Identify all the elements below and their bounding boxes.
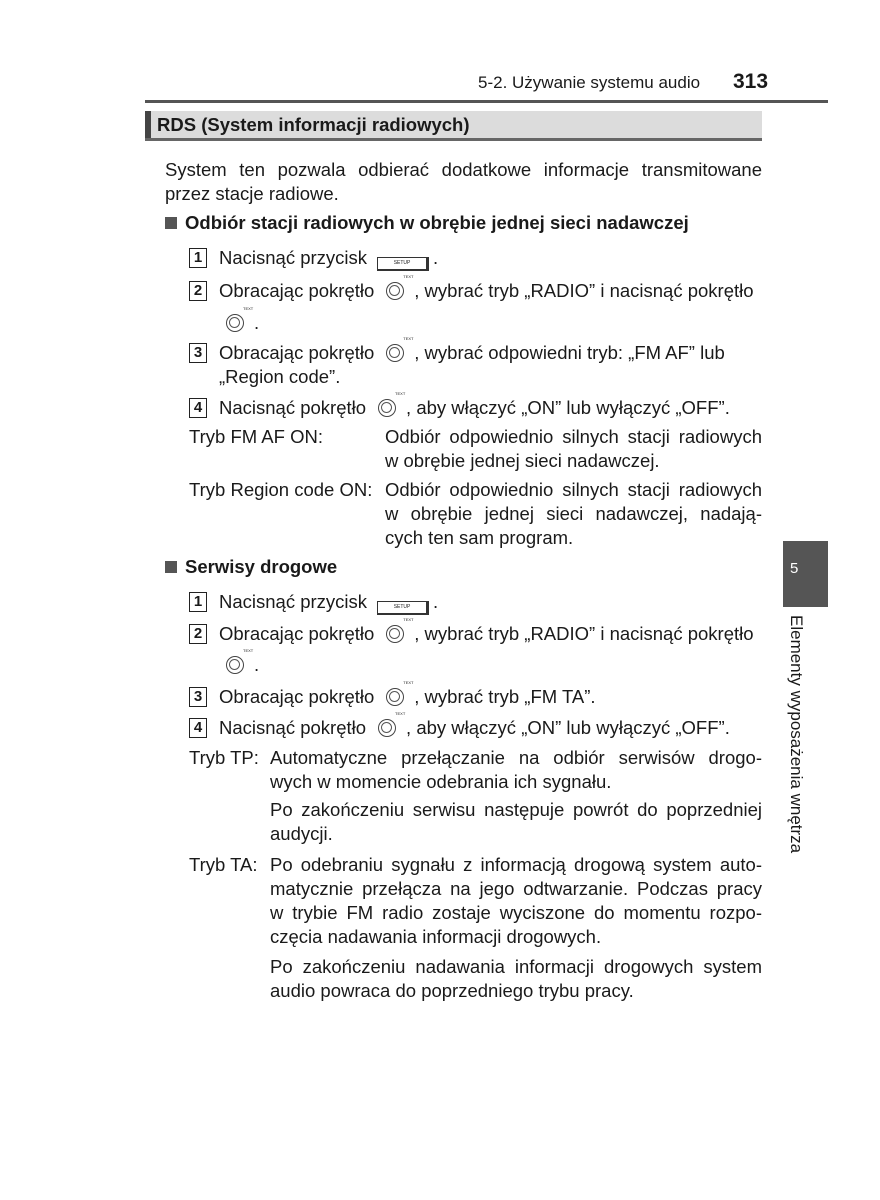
running-header: 5-2. Używanie systemu audio [478,73,701,92]
step-number: 2 [189,624,207,644]
intro-text: System ten pozwala odbierać dodatkowe informacje transmitowane [165,159,762,180]
step-text: , wybrać tryb „RADIO” i nacisnąć pokrętło [414,623,754,644]
tune-knob-icon [386,274,414,300]
subheading [165,556,337,578]
definition-text: w trybie FM radio zostaje wyciszone do momentu rozpo- [270,902,762,923]
step-text: , aby włączyć „ON” lub wyłączyć „OFF”. [406,397,730,418]
definition-text: w obrębie jednej sieci nadawczej, nadają- [385,503,762,524]
step-number: 1 [189,592,207,612]
step-number: 2 [189,281,207,301]
step-2-cont [214,306,260,334]
subheading-text: Odbiór stacji radiowych w obrębie jednej sieci nadawczej [185,212,689,233]
step-number: 4 [189,398,207,418]
definition-note: Po zakończeniu serwisu następuje powrót do poprzedniej [270,799,762,820]
step-4 [193,711,730,739]
intro-text: przez stacje radiowe. [165,183,339,204]
definition-note: audio powraca do poprzedniego trybu pracy. [270,980,634,1001]
step-1 [193,591,439,615]
step-2 [193,617,754,645]
step-2-cont [214,648,260,676]
section-title-bar [145,111,762,141]
knob-label: TEXT [243,648,254,653]
step-number: 3 [189,687,207,707]
knob-label: TEXT [403,336,414,341]
step-text: „Region code”. [219,366,341,387]
tune-knob-icon [386,617,414,643]
definition-text: częcia nadawania informacji drogowych. [270,926,602,947]
square-bullet-icon [165,561,177,573]
header-rule [145,100,828,103]
definition-text: Odbiór odpowiednio silnych stacji radiowych [385,426,762,447]
step-text: . [433,247,439,268]
chapter-tab [783,541,828,607]
step-text: Nacisnąć przycisk [219,247,368,268]
definition-text: cych ten sam program. [385,527,574,548]
step-text: Obracając pokrętło [219,342,375,363]
step-text: , aby włączyć „ON” lub wyłączyć „OFF”. [406,717,730,738]
step-text: . [254,654,260,675]
tune-knob-icon [226,648,254,674]
step-text: Obracając pokrętło [219,686,375,707]
step-text: Obracając pokrętło [219,623,375,644]
section-title: RDS (System informacji radiowych) [157,114,470,135]
definition-text: Automatyczne przełączanie na odbiór serwisów drogo- [270,747,762,768]
step-text: , wybrać tryb „FM TA”. [414,686,596,707]
definition-label: Tryb TA: [189,854,258,875]
definition-label: Tryb TP: [189,747,259,768]
subheading [165,212,689,234]
step-text: Nacisnąć pokrętło [219,397,367,418]
page-number: 313 [733,70,769,93]
tune-knob-icon [226,306,254,332]
definition-label: Tryb FM AF ON: [189,426,323,447]
step-number: 3 [189,343,207,363]
step-text: , wybrać tryb „RADIO” i nacisnąć pokrętło [414,280,754,301]
chapter-title: Elementy wyposażenia wnętrza [787,615,806,854]
tune-knob-icon [386,680,414,706]
setup-button-icon: SETUP [377,601,429,615]
definition-note: Po zakończeniu nadawania informacji drogowych system [270,956,762,977]
chapter-number: 5 [790,560,799,577]
definition-label: Tryb Region code ON: [189,479,373,500]
knob-label: TEXT [403,617,414,622]
step-4 [193,391,730,419]
knob-label: TEXT [395,391,406,396]
definition-text: wych w momencie odebrania ich sygnału. [270,771,612,792]
step-text: . [433,591,439,612]
tune-knob-icon [378,391,406,417]
step-number: 1 [189,248,207,268]
knob-label: TEXT [395,711,406,716]
step-text: Obracając pokrętło [219,280,375,301]
knob-label: TEXT [403,274,414,279]
step-2 [193,274,754,302]
definition-text: Po odebraniu sygnału z informacją drogową system auto- [270,854,762,875]
step-3 [193,680,596,708]
step-1 [193,247,439,271]
step-number: 4 [189,718,207,738]
subheading-text: Serwisy drogowe [185,556,338,577]
step-text: Nacisnąć przycisk [219,591,368,612]
square-bullet-icon [165,217,177,229]
definition-text: matycznie przełącza na jego odtwarzanie. Podczas pracy [270,878,762,899]
section-marker [145,111,151,138]
step-text: Nacisnąć pokrętło [219,717,367,738]
tune-knob-icon [386,336,414,362]
knob-label: TEXT [403,680,414,685]
definition-text: w obrębie jednej sieci nadawczej. [385,450,660,471]
setup-button-icon: SETUP [377,257,429,271]
step-text: , wybrać odpowiedni tryb: „FM AF” lub [414,342,725,363]
step-text: . [254,312,260,333]
knob-label: TEXT [243,306,254,311]
definition-note: audycji. [270,823,333,844]
definition-text: Odbiór odpowiednio silnych stacji radiowych [385,479,762,500]
tune-knob-icon [378,711,406,737]
step-3 [193,336,725,364]
